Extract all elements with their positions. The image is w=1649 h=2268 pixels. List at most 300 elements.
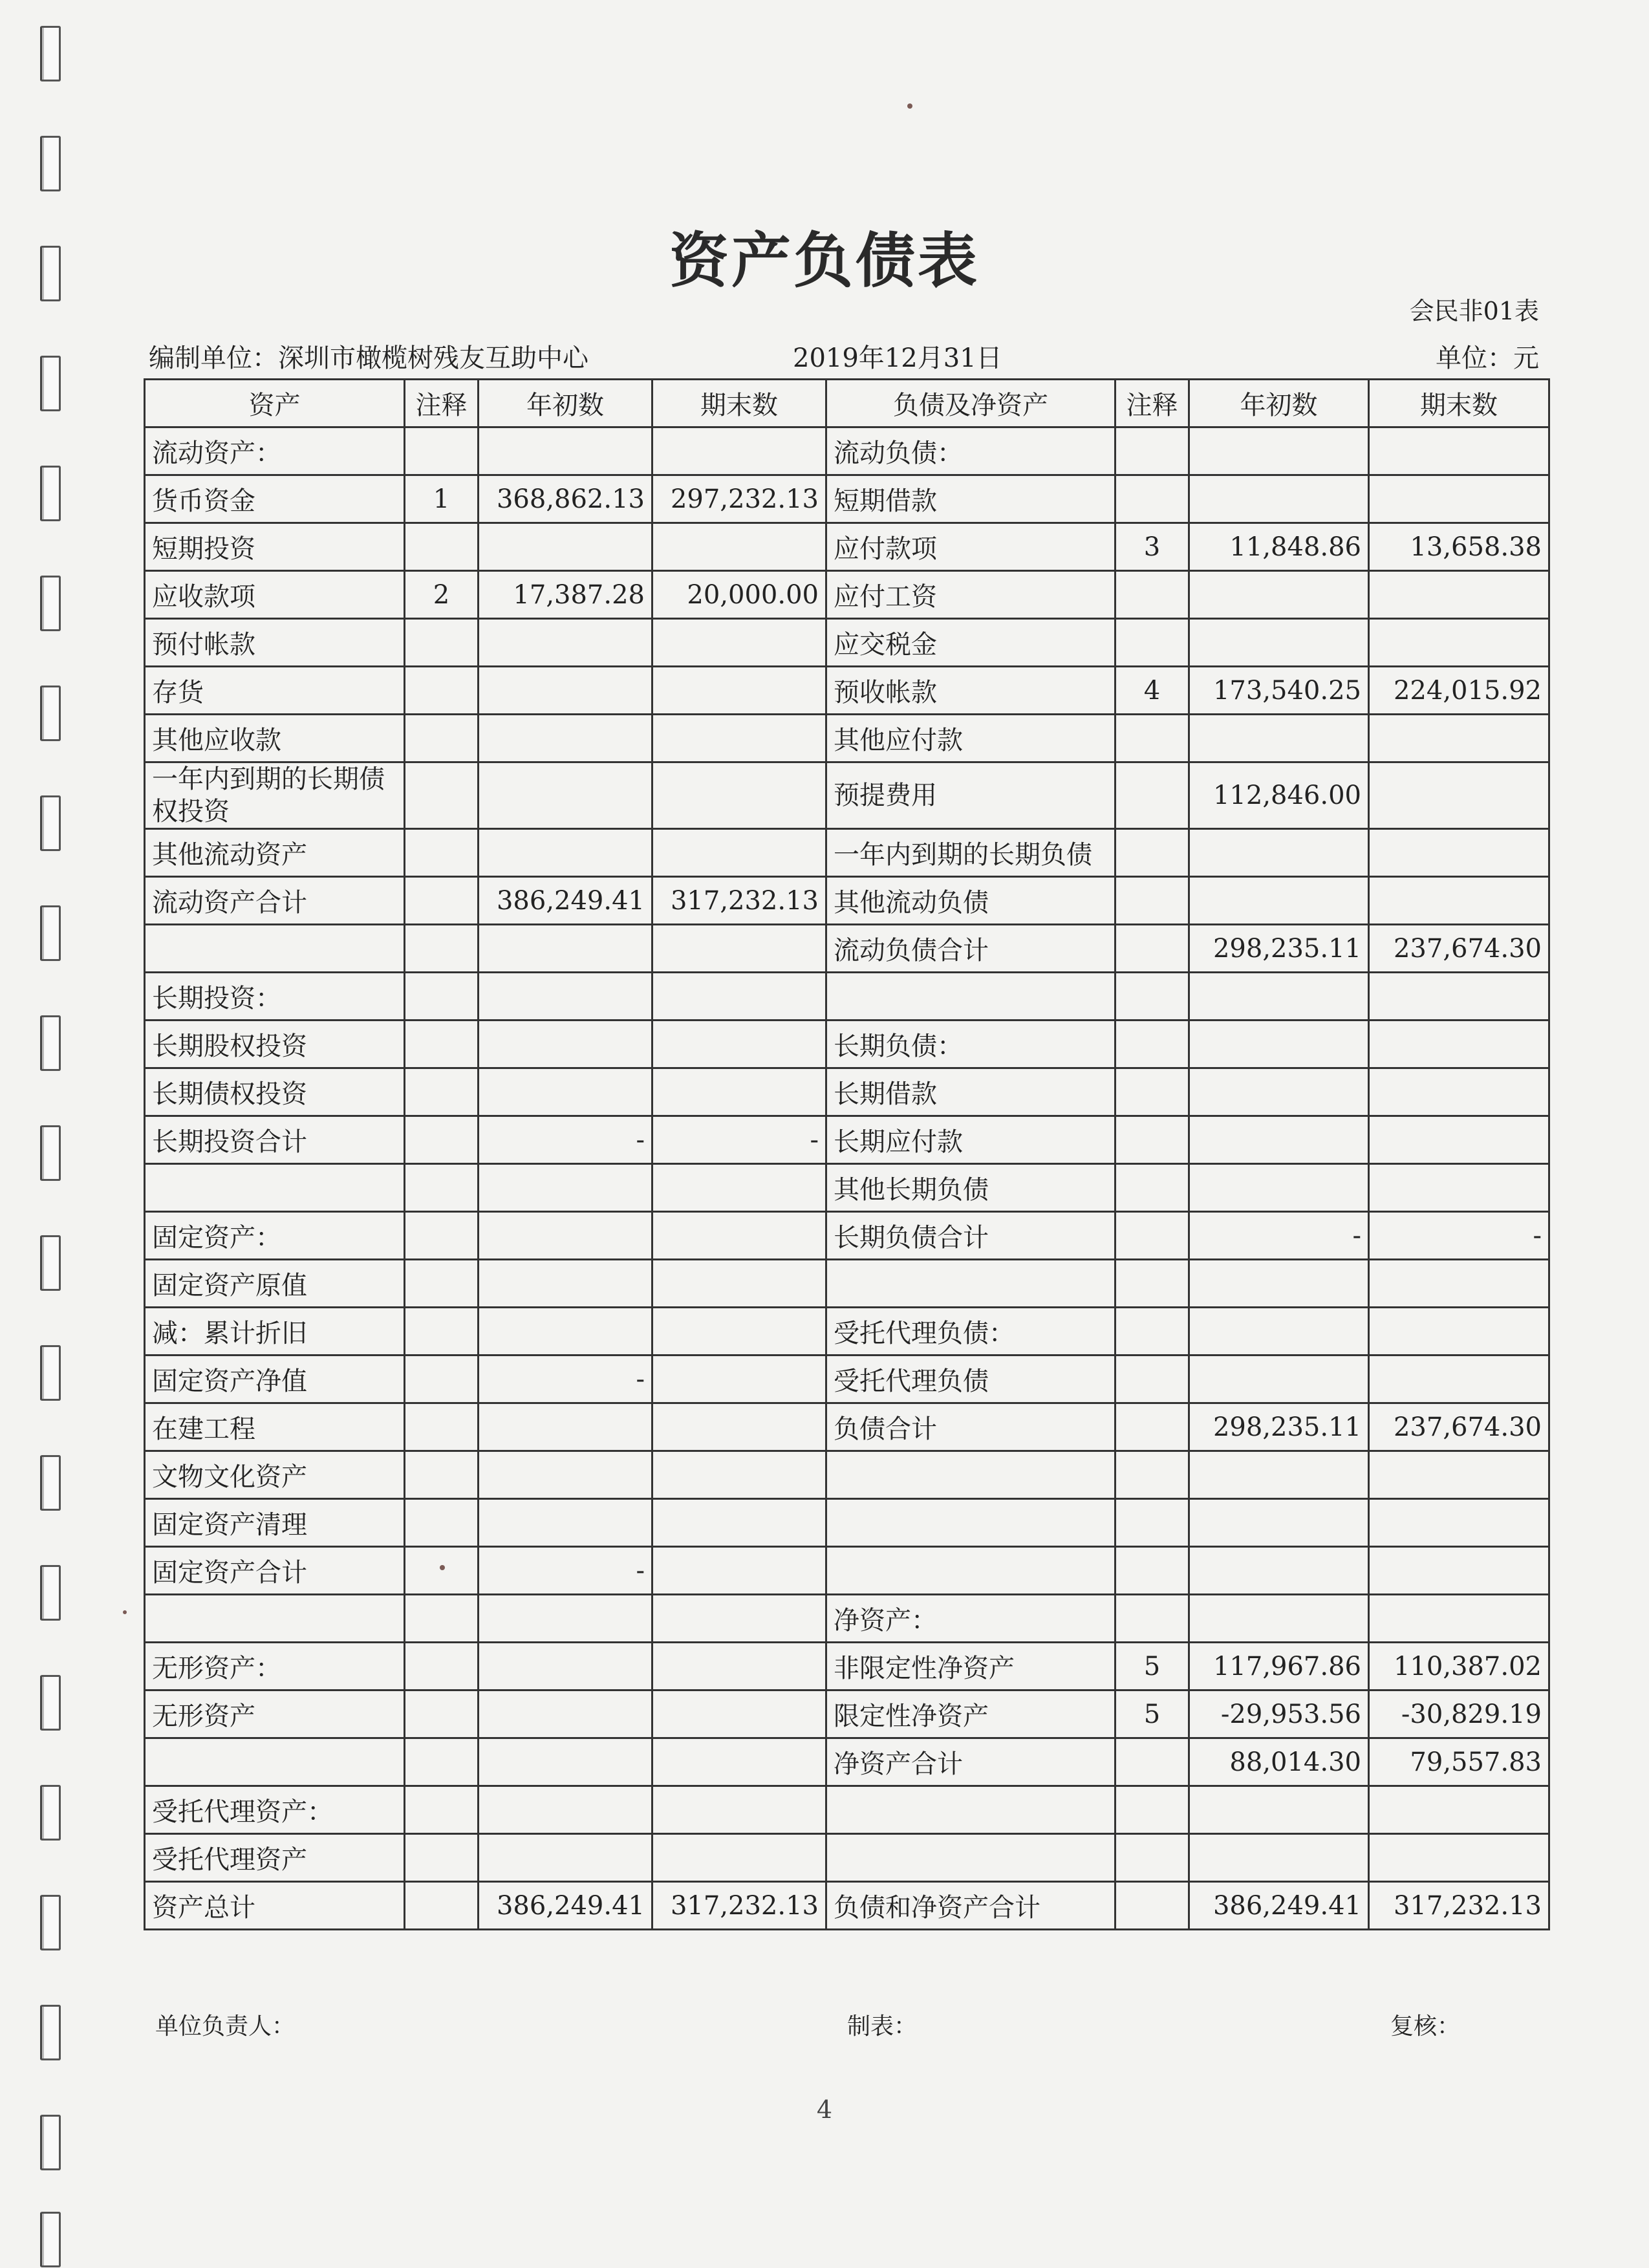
binding-hole <box>40 136 61 191</box>
table-row <box>145 1260 1549 1308</box>
liability-opening-cell <box>1189 1834 1369 1882</box>
asset-opening-cell: - <box>479 1547 652 1595</box>
table-row <box>145 829 1549 877</box>
asset-closing-cell: 317,232.13 <box>652 1882 826 1930</box>
binding-hole <box>40 466 61 521</box>
liability-name-cell: 负债合计 <box>826 1403 1116 1451</box>
asset-name-cell: 无形资产： <box>145 1643 405 1690</box>
binding-hole <box>40 686 61 741</box>
table-row <box>145 1164 1549 1212</box>
binding-hole <box>40 1125 61 1181</box>
asset-name-cell: 预付帐款 <box>145 619 405 667</box>
table-row <box>145 1403 1549 1451</box>
asset-closing-cell: 297,232.13 <box>652 475 826 523</box>
asset-opening-cell <box>479 1212 652 1260</box>
asset-opening-cell <box>479 1595 652 1643</box>
form-code: 会民非01表 <box>1409 297 1539 325</box>
liability-name-cell: 其他长期负债 <box>826 1164 1116 1212</box>
asset-closing-cell <box>652 715 826 762</box>
col-header: 期末数 <box>652 380 826 427</box>
liability-opening-cell: 298,235.11 <box>1189 1403 1369 1451</box>
table-row <box>145 1021 1549 1068</box>
asset-closing-cell <box>652 1212 826 1260</box>
asset-opening-cell <box>479 1451 652 1499</box>
page-number: 4 <box>816 2095 833 2124</box>
asset-opening-cell <box>479 1164 652 1212</box>
table-row <box>145 1308 1549 1355</box>
liability-closing-cell: 237,674.30 <box>1369 1403 1549 1451</box>
table-row <box>145 1451 1549 1499</box>
col-header: 年初数 <box>1189 380 1369 427</box>
table-row <box>145 925 1549 973</box>
table-row <box>145 1499 1549 1547</box>
liability-name-cell: 非限定性净资产 <box>826 1643 1116 1690</box>
asset-opening-cell: 386,249.41 <box>479 1882 652 1930</box>
asset-name-cell <box>145 1738 405 1786</box>
liability-opening-cell <box>1189 1786 1369 1834</box>
asset-closing-cell <box>652 973 826 1021</box>
liability-name-cell: 应交税金 <box>826 619 1116 667</box>
liability-opening-cell <box>1189 475 1369 523</box>
asset-closing-cell <box>652 667 826 715</box>
liability-opening-cell <box>1189 973 1369 1021</box>
liability-opening-cell <box>1189 1116 1369 1164</box>
asset-note-cell <box>405 427 479 475</box>
asset-name-cell: 资产总计 <box>145 1882 405 1930</box>
liability-opening-cell <box>1189 829 1369 877</box>
liability-opening-cell <box>1189 1547 1369 1595</box>
binding-hole <box>40 1565 61 1621</box>
liability-opening-cell: - <box>1189 1212 1369 1260</box>
asset-closing-cell <box>652 925 826 973</box>
liability-name-cell: 其他流动负债 <box>826 877 1116 925</box>
liability-note-cell <box>1116 877 1189 925</box>
liability-closing-cell <box>1369 619 1549 667</box>
asset-note-cell <box>405 1547 479 1595</box>
asset-name-cell: 长期投资： <box>145 973 405 1021</box>
liability-name-cell <box>826 1547 1116 1595</box>
asset-closing-cell <box>652 1451 826 1499</box>
liability-closing-cell: 79,557.83 <box>1369 1738 1549 1786</box>
liability-note-cell <box>1116 571 1189 619</box>
signature-footer <box>155 2008 1539 2040</box>
asset-note-cell <box>405 523 479 571</box>
col-header: 年初数 <box>479 380 652 427</box>
liability-name-cell <box>826 1451 1116 1499</box>
binding-hole <box>40 1895 61 1950</box>
table-row <box>145 427 1549 475</box>
liability-note-cell: 3 <box>1116 523 1189 571</box>
liability-note-cell <box>1116 1308 1189 1355</box>
liability-note-cell <box>1116 619 1189 667</box>
table-row <box>145 1882 1549 1930</box>
asset-name-cell: 流动资产： <box>145 427 405 475</box>
asset-note-cell: 1 <box>405 475 479 523</box>
col-header: 注释 <box>405 380 479 427</box>
asset-opening-cell: 368,862.13 <box>479 475 652 523</box>
liability-name-cell: 流动负债合计 <box>826 925 1116 973</box>
liability-note-cell <box>1116 1499 1189 1547</box>
liability-closing-cell: 317,232.13 <box>1369 1882 1549 1930</box>
asset-opening-cell <box>479 1786 652 1834</box>
liability-closing-cell <box>1369 829 1549 877</box>
asset-opening-cell <box>479 619 652 667</box>
binding-hole <box>40 2005 61 2060</box>
asset-opening-cell <box>479 1021 652 1068</box>
liability-closing-cell <box>1369 715 1549 762</box>
table-row <box>145 973 1549 1021</box>
liability-closing-cell <box>1369 877 1549 925</box>
liability-name-cell: 短期借款 <box>826 475 1116 523</box>
liability-opening-cell <box>1189 1499 1369 1547</box>
liability-note-cell <box>1116 1068 1189 1116</box>
asset-name-cell: 受托代理资产： <box>145 1786 405 1834</box>
liability-closing-cell <box>1369 1116 1549 1164</box>
liability-note-cell <box>1116 1834 1189 1882</box>
balance-sheet-table <box>144 378 1550 1930</box>
liability-opening-cell <box>1189 1021 1369 1068</box>
table-row <box>145 1547 1549 1595</box>
table-row <box>145 619 1549 667</box>
liability-name-cell: 长期负债合计 <box>826 1212 1116 1260</box>
asset-closing-cell <box>652 1164 826 1212</box>
asset-name-cell: 存货 <box>145 667 405 715</box>
liability-note-cell: 4 <box>1116 667 1189 715</box>
asset-opening-cell: - <box>479 1116 652 1164</box>
liability-note-cell <box>1116 475 1189 523</box>
liability-closing-cell: 237,674.30 <box>1369 925 1549 973</box>
asset-closing-cell <box>652 1499 826 1547</box>
binding-holes <box>40 26 66 2251</box>
binding-hole <box>40 1345 61 1401</box>
asset-closing-cell <box>652 829 826 877</box>
asset-closing-cell <box>652 1834 826 1882</box>
responsible-person-label: 单位负责人： <box>155 2013 296 2040</box>
liability-opening-cell <box>1189 1355 1369 1403</box>
liability-opening-cell: 117,967.86 <box>1189 1643 1369 1690</box>
asset-note-cell <box>405 1834 479 1882</box>
asset-note-cell <box>405 829 479 877</box>
liability-closing-cell: 110,387.02 <box>1369 1643 1549 1690</box>
liability-closing-cell <box>1369 1308 1549 1355</box>
report-date: 2019年12月31日 <box>793 343 1002 373</box>
liability-closing-cell <box>1369 1834 1549 1882</box>
asset-closing-cell <box>652 1690 826 1738</box>
asset-name-cell: 在建工程 <box>145 1403 405 1451</box>
table-row <box>145 715 1549 762</box>
liability-name-cell: 应付工资 <box>826 571 1116 619</box>
asset-opening-cell <box>479 427 652 475</box>
liability-opening-cell: 386,249.41 <box>1189 1882 1369 1930</box>
asset-opening-cell <box>479 1308 652 1355</box>
asset-opening-cell <box>479 1690 652 1738</box>
table-header-row <box>145 380 1549 427</box>
liability-closing-cell: 224,015.92 <box>1369 667 1549 715</box>
liability-note-cell <box>1116 973 1189 1021</box>
liability-closing-cell <box>1369 571 1549 619</box>
binding-hole <box>40 1675 61 1731</box>
liability-closing-cell <box>1369 475 1549 523</box>
table-row <box>145 475 1549 523</box>
asset-closing-cell <box>652 1403 826 1451</box>
liability-opening-cell: 11,848.86 <box>1189 523 1369 571</box>
table-row <box>145 877 1549 925</box>
liability-note-cell <box>1116 1595 1189 1643</box>
asset-note-cell <box>405 1021 479 1068</box>
asset-name-cell: 长期股权投资 <box>145 1021 405 1068</box>
liability-opening-cell <box>1189 571 1369 619</box>
binding-hole <box>40 1235 61 1291</box>
asset-note-cell <box>405 1212 479 1260</box>
asset-note-cell <box>405 1068 479 1116</box>
asset-name-cell: 货币资金 <box>145 475 405 523</box>
liability-name-cell: 其他应付款 <box>826 715 1116 762</box>
asset-note-cell <box>405 1260 479 1308</box>
liability-note-cell <box>1116 1403 1189 1451</box>
asset-name-cell <box>145 1595 405 1643</box>
asset-closing-cell: 317,232.13 <box>652 877 826 925</box>
asset-note-cell <box>405 973 479 1021</box>
binding-hole <box>40 1785 61 1841</box>
liability-name-cell: 长期应付款 <box>826 1116 1116 1164</box>
asset-opening-cell <box>479 1834 652 1882</box>
liability-name-cell: 预提费用 <box>826 762 1116 829</box>
liability-opening-cell: 173,540.25 <box>1189 667 1369 715</box>
liability-opening-cell <box>1189 1451 1369 1499</box>
preparer-label: 制表： <box>847 2013 918 2040</box>
liability-note-cell <box>1116 1451 1189 1499</box>
col-header: 资产 <box>145 380 405 427</box>
liability-note-cell <box>1116 1021 1189 1068</box>
asset-closing-cell <box>652 619 826 667</box>
liability-closing-cell <box>1369 1595 1549 1643</box>
reviewer-label: 复核： <box>1390 2013 1461 2040</box>
asset-opening-cell <box>479 523 652 571</box>
asset-closing-cell <box>652 762 826 829</box>
asset-note-cell <box>405 1164 479 1212</box>
asset-opening-cell <box>479 715 652 762</box>
liability-name-cell: 负债和净资产合计 <box>826 1882 1116 1930</box>
asset-name-cell: 应收款项 <box>145 571 405 619</box>
liability-name-cell <box>826 973 1116 1021</box>
table-row <box>145 571 1549 619</box>
currency-unit: 单位：元 <box>1436 343 1539 373</box>
asset-name-cell: 其他应收款 <box>145 715 405 762</box>
liability-opening-cell <box>1189 1260 1369 1308</box>
asset-note-cell <box>405 1786 479 1834</box>
liability-name-cell: 流动负债： <box>826 427 1116 475</box>
asset-note-cell <box>405 1355 479 1403</box>
liability-name-cell: 受托代理负债： <box>826 1308 1116 1355</box>
asset-name-cell <box>145 925 405 973</box>
liability-opening-cell: -29,953.56 <box>1189 1690 1369 1738</box>
liability-note-cell <box>1116 1116 1189 1164</box>
asset-opening-cell <box>479 1738 652 1786</box>
liability-opening-cell <box>1189 1068 1369 1116</box>
asset-closing-cell <box>652 1547 826 1595</box>
table-row <box>145 667 1549 715</box>
liability-name-cell <box>826 1260 1116 1308</box>
asset-closing-cell <box>652 1595 826 1643</box>
liability-name-cell <box>826 1834 1116 1882</box>
liability-closing-cell: -30,829.19 <box>1369 1690 1549 1738</box>
table-row <box>145 1355 1549 1403</box>
liability-note-cell <box>1116 1738 1189 1786</box>
liability-note-cell <box>1116 925 1189 973</box>
liability-note-cell <box>1116 1547 1189 1595</box>
asset-opening-cell <box>479 762 652 829</box>
asset-note-cell <box>405 1595 479 1643</box>
asset-name-cell: 长期投资合计 <box>145 1116 405 1164</box>
asset-note-cell <box>405 1499 479 1547</box>
liability-note-cell <box>1116 762 1189 829</box>
paper-speck <box>123 1610 127 1614</box>
liability-closing-cell <box>1369 1451 1549 1499</box>
report-meta <box>149 338 1539 374</box>
liability-opening-cell <box>1189 877 1369 925</box>
asset-note-cell: 2 <box>405 571 479 619</box>
liability-note-cell <box>1116 1355 1189 1403</box>
asset-name-cell: 固定资产清理 <box>145 1499 405 1547</box>
liability-opening-cell: 112,846.00 <box>1189 762 1369 829</box>
binding-hole <box>40 26 61 81</box>
liability-note-cell <box>1116 1164 1189 1212</box>
liability-closing-cell <box>1369 1547 1549 1595</box>
liability-note-cell <box>1116 427 1189 475</box>
liability-name-cell: 长期借款 <box>826 1068 1116 1116</box>
liability-closing-cell <box>1369 427 1549 475</box>
liability-closing-cell <box>1369 1164 1549 1212</box>
liability-name-cell: 预收帐款 <box>826 667 1116 715</box>
liability-name-cell <box>826 1499 1116 1547</box>
asset-opening-cell: - <box>479 1355 652 1403</box>
asset-note-cell <box>405 667 479 715</box>
table-row <box>145 1595 1549 1643</box>
liability-note-cell: 5 <box>1116 1643 1189 1690</box>
liability-closing-cell <box>1369 1068 1549 1116</box>
asset-note-cell <box>405 1690 479 1738</box>
asset-name-cell: 无形资产 <box>145 1690 405 1738</box>
binding-hole <box>40 795 61 851</box>
asset-opening-cell <box>479 1068 652 1116</box>
col-header: 期末数 <box>1369 380 1549 427</box>
asset-note-cell <box>405 762 479 829</box>
liability-closing-cell <box>1369 1260 1549 1308</box>
table-row <box>145 1786 1549 1834</box>
liability-closing-cell: 13,658.38 <box>1369 523 1549 571</box>
table-row <box>145 1834 1549 1882</box>
asset-opening-cell: 17,387.28 <box>479 571 652 619</box>
binding-hole <box>40 2212 61 2267</box>
asset-opening-cell <box>479 667 652 715</box>
liability-note-cell: 5 <box>1116 1690 1189 1738</box>
asset-opening-cell <box>479 1260 652 1308</box>
asset-opening-cell <box>479 925 652 973</box>
asset-note-cell <box>405 1308 479 1355</box>
liability-opening-cell <box>1189 1595 1369 1643</box>
liability-opening-cell <box>1189 619 1369 667</box>
binding-hole <box>40 905 61 961</box>
asset-name-cell: 短期投资 <box>145 523 405 571</box>
asset-closing-cell <box>652 1643 826 1690</box>
document-title: 资产负债表 <box>669 226 980 296</box>
liability-note-cell <box>1116 1260 1189 1308</box>
liability-name-cell: 净资产合计 <box>826 1738 1116 1786</box>
table-row <box>145 1116 1549 1164</box>
asset-name-cell: 固定资产合计 <box>145 1547 405 1595</box>
liability-note-cell <box>1116 715 1189 762</box>
table-row <box>145 1690 1549 1738</box>
asset-name-cell: 受托代理资产 <box>145 1834 405 1882</box>
liability-opening-cell: 88,014.30 <box>1189 1738 1369 1786</box>
asset-name-cell: 固定资产： <box>145 1212 405 1260</box>
asset-name-cell: 长期债权投资 <box>145 1068 405 1116</box>
asset-note-cell <box>405 1882 479 1930</box>
asset-closing-cell <box>652 523 826 571</box>
liability-closing-cell <box>1369 1786 1549 1834</box>
asset-name-cell: 一年内到期的长期债权投资 <box>145 762 405 829</box>
paper-speck <box>907 103 912 109</box>
asset-name-cell: 固定资产净值 <box>145 1355 405 1403</box>
asset-note-cell <box>405 925 479 973</box>
asset-name-cell: 减：累计折旧 <box>145 1308 405 1355</box>
asset-opening-cell <box>479 1643 652 1690</box>
liability-name-cell: 受托代理负债 <box>826 1355 1116 1403</box>
liability-note-cell <box>1116 829 1189 877</box>
asset-closing-cell <box>652 1021 826 1068</box>
table-row <box>145 1738 1549 1786</box>
asset-name-cell: 其他流动资产 <box>145 829 405 877</box>
table-row <box>145 1068 1549 1116</box>
reporting-entity: 编制单位：深圳市橄榄树残友互助中心 <box>149 343 588 373</box>
asset-opening-cell <box>479 1403 652 1451</box>
liability-closing-cell <box>1369 1355 1549 1403</box>
table-row <box>145 762 1549 829</box>
asset-note-cell <box>405 1116 479 1164</box>
table-row <box>145 1643 1549 1690</box>
asset-opening-cell <box>479 973 652 1021</box>
liability-note-cell <box>1116 1212 1189 1260</box>
col-header: 注释 <box>1116 380 1189 427</box>
liability-name-cell: 限定性净资产 <box>826 1690 1116 1738</box>
liability-name-cell: 长期负债： <box>826 1021 1116 1068</box>
asset-closing-cell <box>652 1355 826 1403</box>
liability-name-cell <box>826 1786 1116 1834</box>
asset-closing-cell <box>652 1738 826 1786</box>
asset-note-cell <box>405 619 479 667</box>
liability-name-cell: 一年内到期的长期负债 <box>826 829 1116 877</box>
asset-opening-cell: 386,249.41 <box>479 877 652 925</box>
liability-opening-cell <box>1189 427 1369 475</box>
asset-note-cell <box>405 1738 479 1786</box>
asset-name-cell: 流动资产合计 <box>145 877 405 925</box>
asset-note-cell <box>405 715 479 762</box>
asset-name-cell: 文物文化资产 <box>145 1451 405 1499</box>
asset-name-cell: 固定资产原值 <box>145 1260 405 1308</box>
binding-hole <box>40 1455 61 1511</box>
binding-hole <box>40 1015 61 1071</box>
asset-closing-cell <box>652 1786 826 1834</box>
asset-opening-cell <box>479 829 652 877</box>
liability-note-cell <box>1116 1882 1189 1930</box>
asset-closing-cell: 20,000.00 <box>652 571 826 619</box>
liability-closing-cell: - <box>1369 1212 1549 1260</box>
asset-note-cell <box>405 877 479 925</box>
asset-name-cell <box>145 1164 405 1212</box>
liability-opening-cell <box>1189 1308 1369 1355</box>
asset-closing-cell <box>652 1308 826 1355</box>
liability-opening-cell <box>1189 715 1369 762</box>
